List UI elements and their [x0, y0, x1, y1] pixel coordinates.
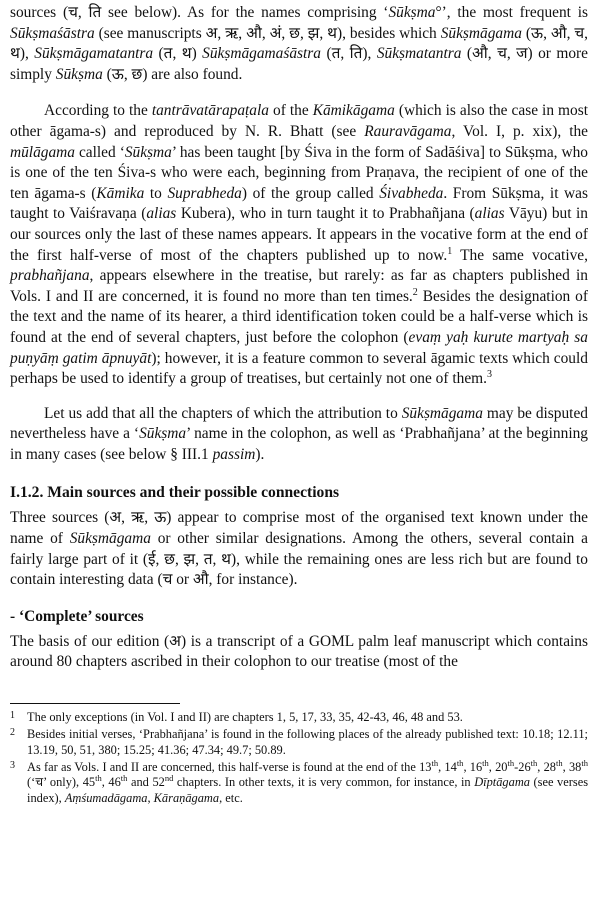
- document-page: [10, 3, 588, 808]
- footnote-number: 2: [10, 727, 15, 739]
- paragraph-tantravatarapatala: According to the tantrāvatārapaṭala of the Kāmikāgama (which is also the case in most other āgama-s) and reproduced by N. R. Bhatt (see Rauravāgama, Vol. I, p. xix), the mūlāgama called ‘Sūkṣma’ has been taught [by Śiva in the form of Sadāśiva] to Sūkṣma, who is one of the ten Śiva-s who were each, beginning from Praṇava, the recipient of one of the ten āgama-s (Kāmika to Suprabheda) of the group called Śivabheda. From Sūkṣma, it was taught to Vaiśravaṇa (alias Kubera), who in turn taught it to Prabhañjana (alias Vāyu) but in our sources only the last of these names appears. It appears in the vocative form at the end of the first half-verse of most of the chapters published up to now.$^1$ The same vocative, prabhañjana, appears elsewhere in the treatise, but rarely: as far as chapters published in Vols. I and II are concerned, it is found no more than ten times.$^2$ Besides the designation of the text and the name of its hearer, a third identification token could be a half-verse which is found at the end of several chapters, just before the colophon (evaṃ yaḥ kurute martyaḥ sa puṇyāṃ gatim āpnuyāt); however, it is a feature common to several āgamic texts which could perhaps be used to identify a group of treatises, but certainly not one of them.$^3$: [10, 102, 588, 388]
- footnote-text: Besides initial verses, ‘Prabhañjana’ is found in the following places of the already published text: 10.18; 12.11; 13.19, 50, 51, 380; 15.25; 41.36; 47.34; 49.7; 50.89.: [27, 727, 588, 757]
- footnote-separator: [10, 703, 180, 704]
- footnote-text: As far as Vols. I and II are concerned, this half-verse is found at the end of the 13th, 14th, 16th, 20th-26th, 28th, 38th (‘च’ only), 45th, 46th and 52nd chapters. In other texts, it is very common, for instance, in Dīptāgama (see verses index), Aṃśumadāgama, Kāraṇāgama, etc.: [27, 757, 589, 805]
- paragraph-manuscript-names: sources (च, ति see below). As for the names comprising ‘Sūkṣma°’, the most frequent is Sūkṣmaśāstra (see manuscripts अ, ऋ, औ, अं, छ, झ, थ), besides which Sūkṣmāgama (ऊ, औ, च, थ), Sūkṣmāgamatantra (त, थ) Sūkṣmāgamaśāstra (त, ति), Sūkṣmatantra (औ, च, ज) or more simply Sūkṣma (ऊ, छ) are also found.: [10, 4, 589, 83]
- footnote: [10, 727, 588, 758]
- subsection-heading: - ‘Complete’ sources: [10, 607, 144, 625]
- footnote: [10, 757, 589, 806]
- footnote: [10, 710, 588, 725]
- paragraph-attribution: Let us add that all the chapters of which the attribution to Sūkṣmāgama may be disputed nevertheless have a ‘Sūkṣma’ name in the colophon, as well as ‘Prabhañjana’ at the beginning in many cases (see below § III.1 passim).: [10, 404, 588, 463]
- footnote-number: 3: [10, 759, 15, 771]
- footnote-number: 1: [10, 710, 15, 722]
- paragraph-three-sources: Three sources (अ, ऋ, ऊ) appear to comprise most of the organised text known under the name of Sūkṣmāgama or other similar designations. Among the others, several contain a fairly large part of it (ई, छ, झ, त, थ), while the remaining ones are less rich but are found to contain interesting data (च or औ, for instance).: [10, 509, 588, 589]
- section-heading: I.1.2. Main sources and their possible connections: [10, 484, 340, 502]
- footnote-text: The only exceptions (in Vol. I and II) are chapters 1, 5, 17, 33, 35, 42-43, 46, 48 and 53.: [27, 710, 463, 725]
- paragraph-edition-basis: The basis of our edition (अ) is a transcript of a GOML palm leaf manuscript which contains around 80 chapters ascribed in their colophon to our treatise (most of the: [10, 632, 588, 671]
